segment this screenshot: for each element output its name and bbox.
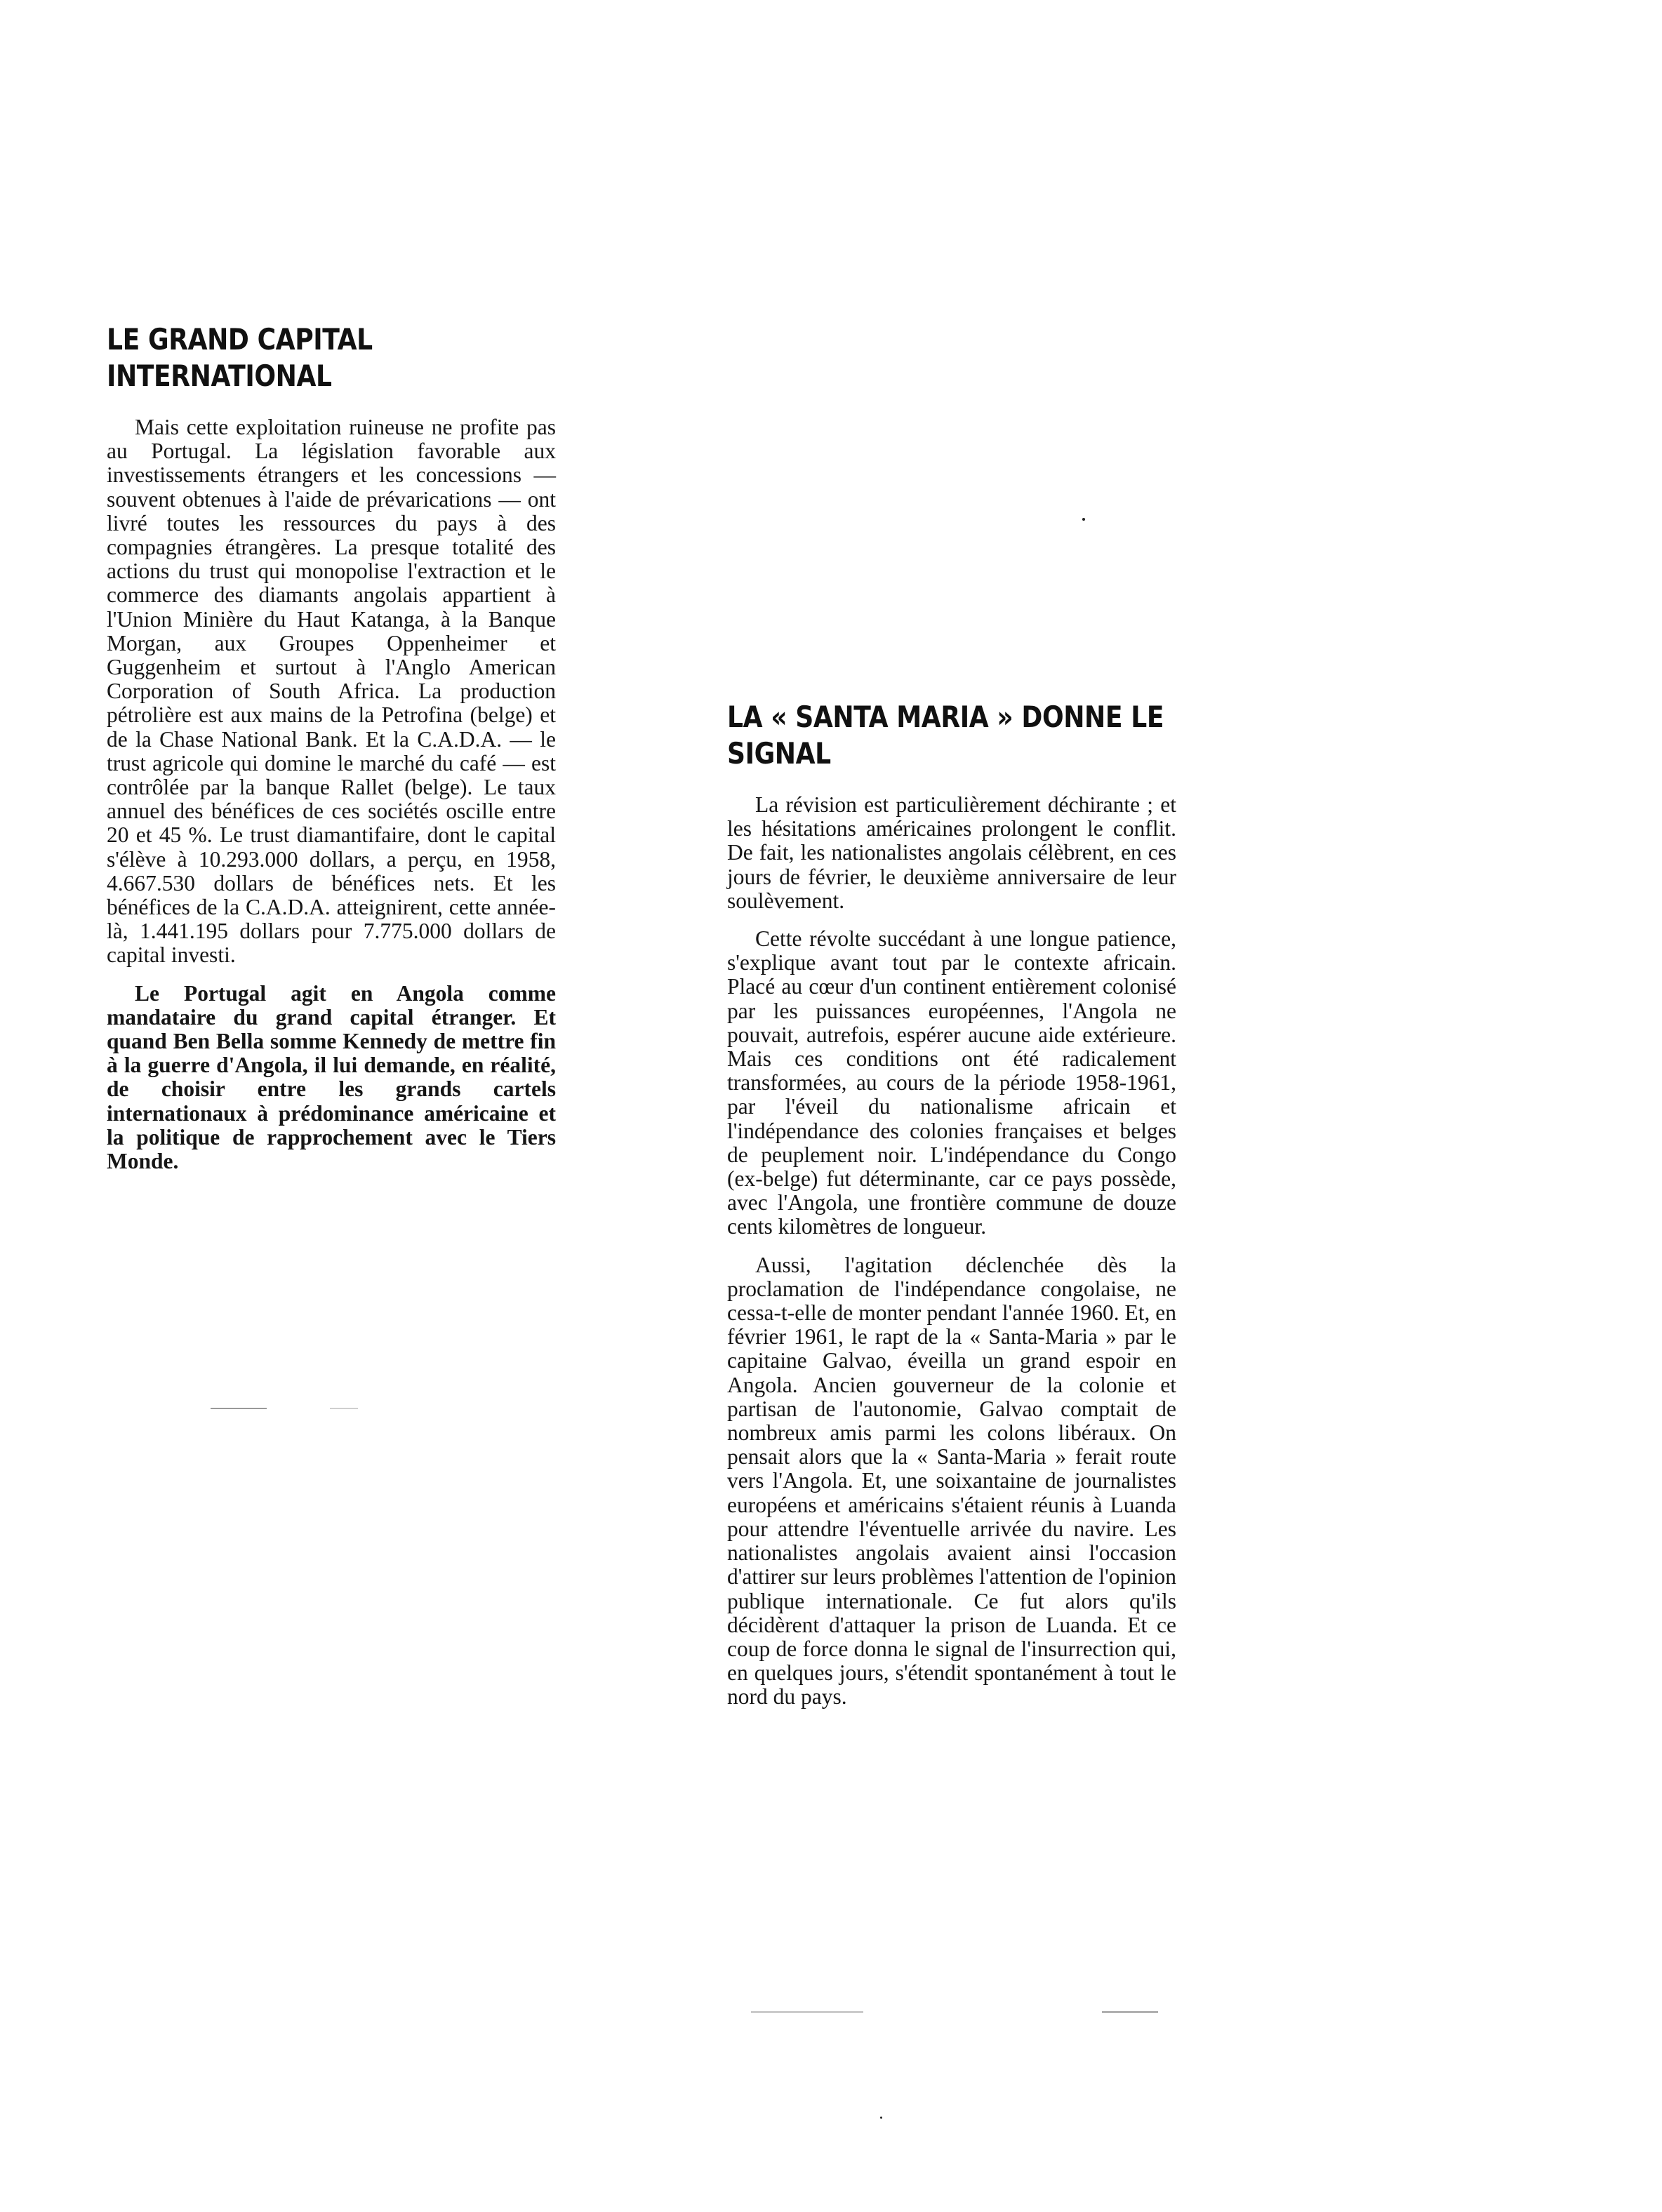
- article-right-heading: LA « SANTA MARIA » DONNE LE SIGNAL: [727, 700, 1164, 771]
- scan-speck: [880, 2117, 882, 2119]
- article-left-heading: LE GRAND CAPITAL INTERNATIONAL: [107, 322, 373, 393]
- end-rule-right-2: [1102, 2011, 1158, 2013]
- article-right: [727, 699, 1176, 1724]
- end-rule-right: [751, 2011, 863, 2013]
- article-left-paragraph-2: Le Portugal agit en Angola comme mandataire du grand capital étranger. Et quand Ben Bella somme Kennedy de mettre fin à la guerre d'Angola, il lui demande, en réalité, de choisir entre les grands cartels internationaux à prédominance américaine et la politique de rapprochement avec le Tiers Monde.: [107, 980, 556, 1174]
- article-left: [107, 321, 556, 1187]
- article-right-paragraph-2: Cette révolte succédant à une longue patience, s'explique avant tout par le contexte africain. Placé au cœur d'un continent entièrement colonisé par les puissances européennes, l'Angola ne pouvait, autrefois, espérer aucune aide extérieure. Mais ces conditions ont été radicalement transformées, au cours de la période 1958-1961, par l'éveil du nationalisme africain et l'indépendance des colonies françaises et belges de peuplement noir. L'indépendance du Congo (ex-belge) fut déterminante, car ce pays possède, avec l'Angola, une frontière commune de douze cents kilomètres de longueur.: [727, 926, 1176, 1239]
- article-left-paragraph-1: Mais cette exploitation ruineuse ne profite pas au Portugal. La législation favorable aux investissements étrangers et les concessions — souvent obtenues à l'aide de prévarications — ont livré toutes les ressources du pays à des compagnies étrangères. La presque totalité des actions du trust qui monopolise l'extraction et le commerce des diamants angolais appartient à l'Union Minière du Haut Katanga, à la Banque Morgan, aux Groupes Oppenheimer et Guggenheim et surtout à l'Anglo American Corporation of South Africa. La production pétrolière est aux mains de la Petrofina (belge) et de la Chase National Bank. Et la C.A.D.A. — le trust agricole qui domine le marché du café — est contrôlée par la banque Rallet (belge). Le taux annuel des bénéfices de ces sociétés oscille entre 20 et 45 %. Le trust diamantifaire, dont le capital s'élève à 10.293.000 dollars, a perçu, en 1958, 4.667.530 dollars de bénéfices nets. Et les bénéfices de la C.A.D.A. atteignirent, cette année-là, 1.441.195 dollars pour 7.775.000 dollars de capital investi.: [107, 415, 556, 968]
- article-right-paragraph-1: La révision est particulièrement déchirante ; et les hésitations américaines prolongent le conflit. De fait, les nationalistes angolais célèbrent, en ces jours de février, le deuxième anniversaire de leur soulèvement.: [727, 792, 1176, 913]
- article-right-paragraph-3: Aussi, l'agitation déclenchée dès la proclamation de l'indépendance congolaise, ne cessa-t-elle de monter pendant l'année 1960. Et, en février 1961, le rapt de la « Santa-Maria » par le capitaine Galvao, éveilla un grand espoir en Angola. Ancien gouverneur de la colonie et partisan de l'autonomie, Galvao comptait de nombreux amis parmi les colons libéraux. On pensait alors que la « Santa-Maria » ferait route vers l'Angola. Et, une soixantaine de journalistes européens et américains s'étaient réunis à Luanda pour attendre l'éventuelle arrivée du navire. Les nationalistes angolais avaient ainsi l'occasion d'attirer sur leurs problèmes l'attention de l'opinion publique internationale. Ce fut alors qu'ils décidèrent d'attaquer la prison de Luanda. Et ce coup de force donna le signal de l'insurrection qui, en quelques jours, s'étendit spontanément à tout le nord du pays.: [727, 1252, 1176, 1710]
- end-rule-left: [211, 1408, 267, 1409]
- end-rule-left-faint: [330, 1408, 358, 1409]
- scan-speck: [1082, 518, 1085, 521]
